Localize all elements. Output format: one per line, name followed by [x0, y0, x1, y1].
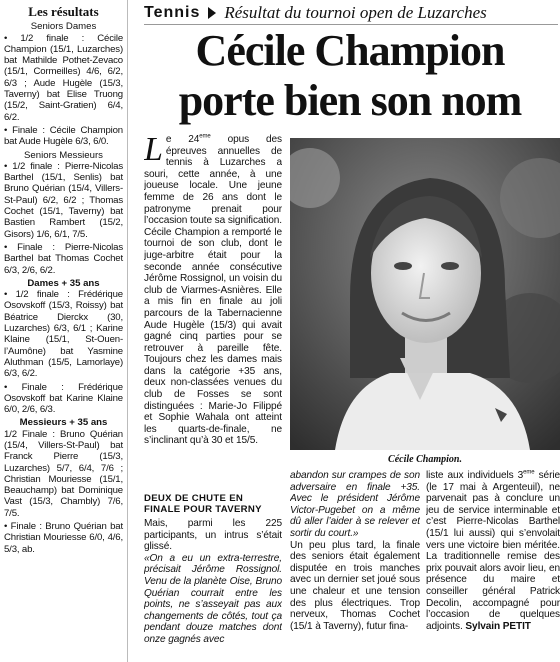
results-title: Les résultats	[28, 4, 99, 19]
article-paragraph: Un peu plus tard, la finale des seniors était également disputée en trois manches avec un dernier set joué sous une chaleur et une tension des plus électriques. Trop nerveux, Thomas Cochet (15/1 à Taverny), futur fina-	[290, 539, 420, 632]
headline-line-1: Cécile Champion	[195, 26, 505, 75]
result-line: 1/2 Finale : Bruno Quérian (15/4, Villers-St-Paul) bat Franck Pierre (15/3, Luzarches) 5/7, 6/4, 7/6 ; Christian Mouriesse (15/1, Beauchamp) bat Dominique Vast (15/3, Chambly) 7/6, 7/5.	[4, 428, 123, 519]
article-paragraph: liste aux individuels 3ème série (le 17 mai à Argenteuil), ne parvenait pas à conclure un jeu de service interminable et c’est Pierre-Nicolas Barthel (15/1 lui aussi) qui s’envolait vers une victoire bien méritée. La traditionnelle remise des prix pouvait alors avoir lieu, en présence du maire et conseiller général Patrick Decolin, accompagné pour l’occasion de quelques adjoints. Sylvain PETIT	[426, 470, 560, 632]
headline	[140, 26, 560, 126]
result-line: • Finale : Bruno Quérian bat Christian Mouriesse 6/0, 4/6, 5/3, ab.	[4, 521, 123, 555]
article-column-2	[290, 470, 420, 662]
section-heading: DEUX DE CHUTE EN FINALE POUR TAVERNY	[144, 494, 262, 515]
article-paragraph: Mais, parmi les 225 participants, un intrus s’était glissé. «On a eu un extra-terrestre, précisait Jérôme Rossignol. Venu de la planète Oise, Bruno Quérian courrait entre les points, ne s’asseyait pas aux changements de côtés, tout ça pendant douze matches dont onze gagnés avec	[144, 518, 282, 645]
article-intro: Le 24ème opus des épreuves annuelles de tennis à Luzarches a souri, cette année, à une joueuse locale. Une jeune femme de 26 ans dont le patronyme prenait pour l’occasion toute sa signification.	[144, 134, 282, 227]
section-subhead: Résultat du tournoi open de Luzarches	[224, 3, 487, 22]
result-line: • Finale : Pierre-Nicolas Barthel bat Thomas Cochet 6/3, 2/6, 6/2.	[4, 241, 123, 276]
article-quote: abandon sur crampes de son adversaire en finale +35. Avec le président Jérôme Victor-Pugebet on a même dû aller l’aider à se relever et sortir du court.»	[290, 470, 420, 539]
drop-cap: L	[144, 134, 163, 168]
article-column-1	[144, 134, 282, 490]
result-line: • 1/2 finale : Frédérique Osovskoff (15/3, Roissy) bat Béatrice Dierckx (30, Luzarches) 6/3, 6/1 ; Karine Klaine (15/1, St-Ouen-l’Aumône) bat Yasmine Aluthman (15/5, Lamorlaye) 6/3, 6/2.	[4, 289, 123, 380]
portrait-photo	[290, 138, 560, 450]
portrait-illustration	[290, 138, 560, 450]
category-seniors-dames: Seniors Dames	[30, 21, 97, 33]
photo-caption: Cécile Champion.	[388, 454, 462, 465]
article-paragraph: Cécile Champion a remporté le tournoi de son club, dont le juge-arbitre était pour la seconde année consécutive Jérôme Rossignol, un voisin du club de Viarmes-Asnières. Elle a mis fin en finale au joli parcours de la Tabernacienne Aude Hugèle (15/3) qui avait gagné cinq parties pour se retrouver à pareille fête. Toujours chez les dames mais dans la catégorie +35 ans, deux non-classées venues du club de Fosses se sont distinguées : Marie-Jo Filippé et Sophie Wahala ont atteint les quarts-de-finale, ne s’inclinant qu’à 30 et 15/5.	[144, 226, 282, 447]
category-dames-35: Dames + 35 ans	[27, 277, 100, 289]
category-messieurs-35: Messieurs + 35 ans	[19, 417, 108, 429]
article-column-1-bottom	[144, 494, 282, 662]
headline-line-2: porte bien son nom	[178, 76, 522, 125]
result-line: • 1/2 finale : Cécile Champion (15/1, Luzarches) bat Mathilde Pothet-Zevaco (15/1, Cormeilles) 4/6, 6/2, 6/3 ; Aude Hugèle (15/3, Taverny) bat Elise Truong (15/2, Saint-Gratien) 6/4, 6/2.	[4, 32, 123, 123]
category-seniors-messieurs: Seniors Messieurs	[24, 149, 103, 161]
author-signature: Sylvain PETIT	[465, 620, 531, 632]
result-line: • Finale : Cécile Champion bat Aude Hugèle 6/3, 6/0.	[4, 124, 123, 148]
article-column-3	[426, 470, 560, 662]
section-header	[144, 2, 558, 25]
play-arrow-icon	[208, 7, 216, 19]
result-line: • Finale : Frédérique Osovskoff bat Karine Klaine 6/0, 2/6, 6/3.	[4, 381, 123, 416]
section-kicker: Tennis	[144, 4, 201, 21]
result-line: • 1/2 finale : Pierre-Nicolas Barthel (15/1, Senlis) bat Bruno Quérian (15/4, Villers-St-Paul) 6/2, 6/2 ; Thomas Cochet (15/1, Taverny) bat Bastien Rambert (15/2, Gisors) 1/6, 6/1, 7/5.	[4, 160, 123, 240]
results-sidebar	[0, 0, 128, 662]
